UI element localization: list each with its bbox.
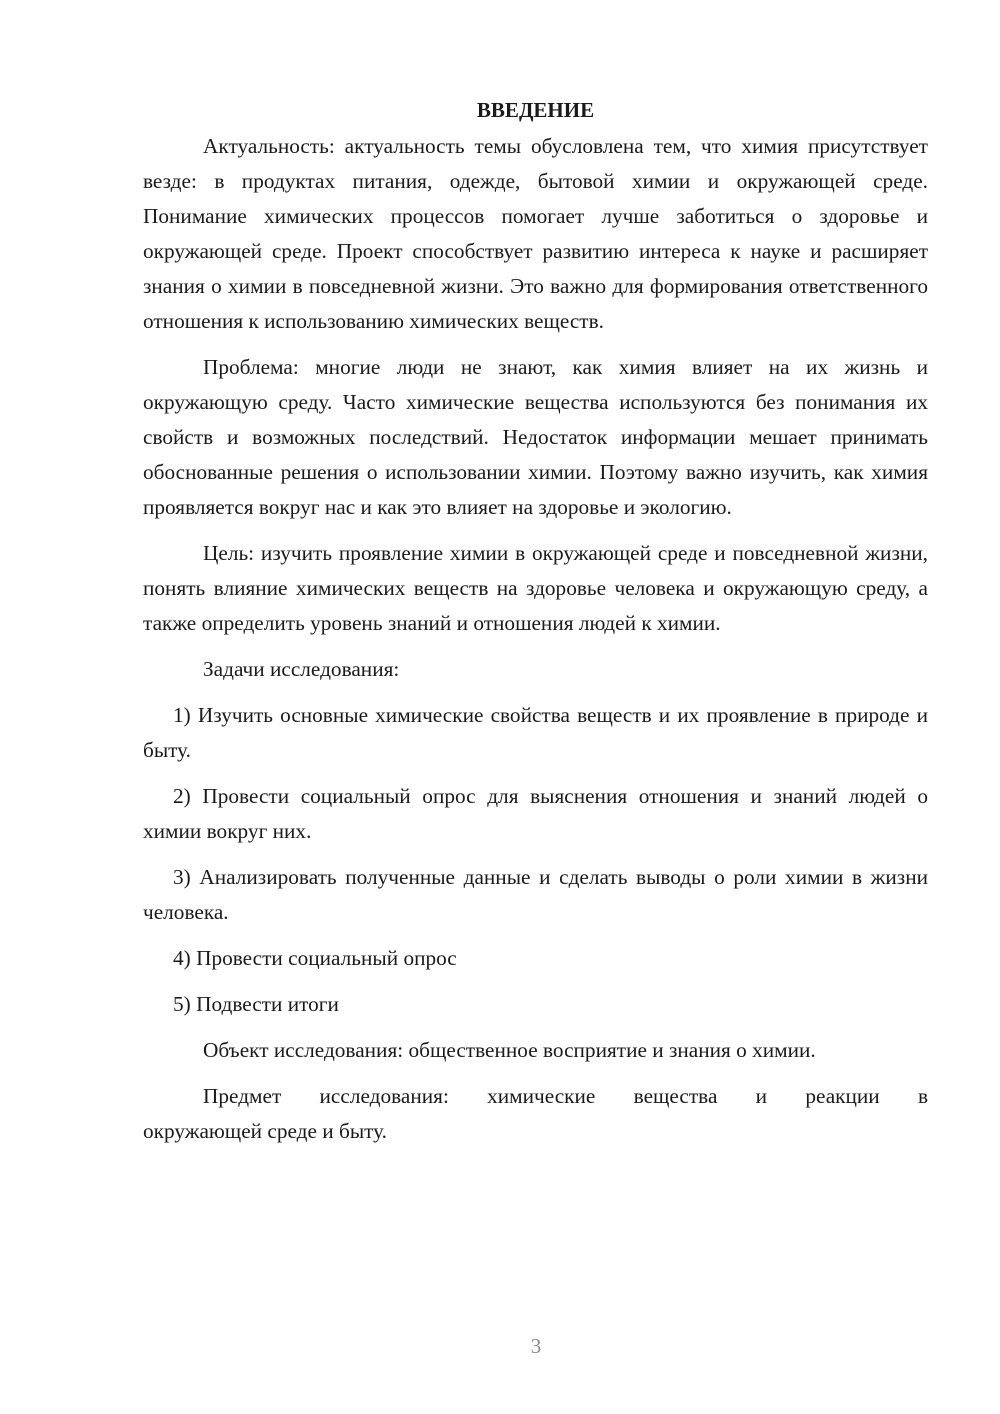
list-item: 3) Анализировать полученные данные и сделать выводы о роли химии в жизни человека.: [143, 865, 928, 924]
paragraph-object: Объект исследования: общественное восприятие и знания о химии.: [203, 1038, 816, 1062]
list-item: 5) Подвести итоги: [173, 992, 339, 1016]
page-title: ВВЕДЕНИЕ: [476, 98, 595, 122]
paragraph-relevance: Актуальность: актуальность темы обусловлена тем, что химия присутствует везде: в продуктах питания, одежде, бытовой химии и окружающей среде. Понимание химических процессов помогает лучше заботиться о здоровье и окружающей среде. Проект способствует развитию интереса к науке и расширяет знания о химии в повседневной жизни. Это важно для формирования ответственного отношения к использованию химических веществ.: [143, 134, 928, 333]
page-body: [143, 94, 928, 1149]
paragraph-problem: Проблема: многие люди не знают, как химия влияет на их жизнь и окружающую среду. Часто химические вещества используются без понимания их свойств и возможных последствий. Недостаток информации мешает принимать обоснованные решения о использовании химии. Поэтому важно изучить, как химия проявляется вокруг нас и как это влияет на здоровье и экологию.: [143, 355, 928, 519]
paragraph-subject-line1: Предмет исследования: химические вещества и реакции в: [203, 1084, 928, 1108]
list-item: 2) Провести социальный опрос для выяснения отношения и знаний людей о химии вокруг них.: [143, 784, 928, 843]
page-number: 3: [530, 1334, 542, 1358]
paragraph-goal: Цель: изучить проявление химии в окружающей среде и повседневной жизни, понять влияние химических веществ на здоровье человека и окружающую среду, а также определить уровень знаний и отношения людей к химии.: [143, 541, 928, 635]
list-item: 1) Изучить основные химические свойства веществ и их проявление в природе и быту.: [143, 703, 928, 762]
tasks-heading: Задачи исследования:: [203, 657, 400, 681]
list-item: 4) Провести социальный опрос: [173, 946, 457, 970]
paragraph-subject-line2: окружающей среде и быту.: [143, 1119, 387, 1143]
